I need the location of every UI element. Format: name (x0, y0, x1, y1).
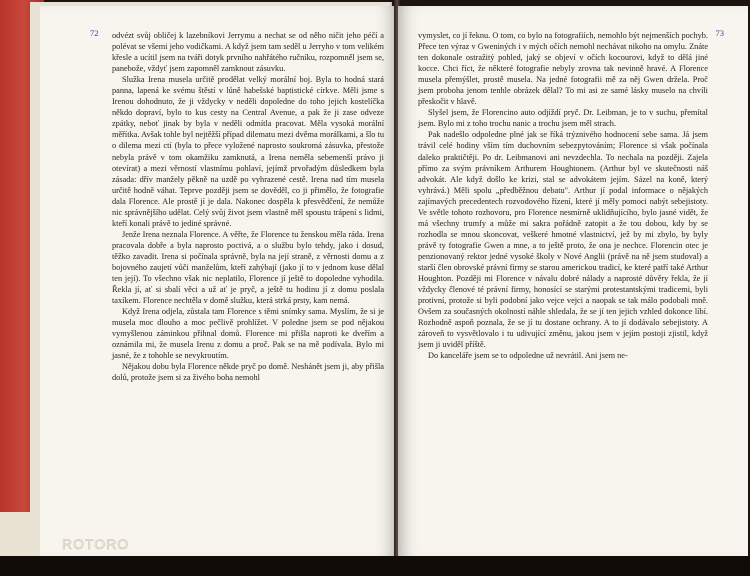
cover-lettering: ROTORO (62, 536, 130, 552)
paragraph: Služka Irena musela určitě prodělat velký morální boj. Byla to hodná stará panna, lapená ke svému štěstí v lůně habešské baptistické církve. Měli jsme s Irenou dohodnuto, že ji vždycky v neděli dopoledne do toho jejich kostelíčka někdo dopraví, bylo to kus cesty na Central Avenue, a pak že ji zase odveze zpátky, neboť jinak by byla v neděli odmítla pracovat. Měla vysoká morální měřítka. Avšak tohle byl nejtěžší případ dilematu mezi dvěma morálkami, a šlo tu o dilema mezi ctí (byla to přece vyložené naprosto soukromá zásuvka, přestože nebyla právě v tom okamžiku zamknutá, a Irena neměla sebemenší právo ji otevírat) a mezi věrností vlastnímu pohlaví, jejímž prvořadým důsledkem byla zásada: dřív manžely pěkně na uzdě po vyhrazené cestě. Irena nad tím musela určitě hodně váhat. Teprve později jsem se dověděl, co ji přimělo, že fotografie dala Florence. Ale prostě jí je dala. Nakonec dospěla k přesvědčení, že nemůže nic správnějšího udělat. Celý svůj život jsem vlastně měl spoustu trápení s lidmi, kteří konali právě to jediné správné. (112, 75, 384, 228)
right-page-number: 73 (715, 28, 724, 38)
table-surface (0, 556, 750, 576)
paragraph: Jenže Irena neznala Florence. A věřte, že Florence tu ženskou měla ráda. Irena pracovala dobře a byla naprosto poctivá, a o službu bylo tehdy, jako i dosud, těžko zavadit. Irena si počínala správně, byla na její straně, z věrnosti domu a z bojovného zaujetí vůči manželům, kteří zahýbají (jako jí to v jednom kuse dělal ten její). To všechno však nic neplatilo, Florence jí ještě to dopoledne vyhodila. Řekla jí, ať si sbalí věci a už ať je pryč, a ještě tu hodinu jí z domu poslala taxíkem. Florence nechtěla v domě služku, která strká prsty, kam nemá. (112, 229, 384, 306)
left-page (40, 6, 396, 558)
right-page-text (418, 30, 708, 361)
paragraph: Do kanceláře jsem se to odpoledne už nevrátil. Ani jsem ne- (428, 351, 628, 361)
paragraph: Nějakou dobu byla Florence někde pryč po domě. Neshánět jsem ji, aby přišla dolů, protože jsem si za živého boha nemohl (112, 362, 384, 383)
left-page-text (112, 30, 384, 384)
left-page-number: 72 (90, 28, 99, 38)
paragraph: Slyšel jsem, že Florencino auto odjíždí pryč. Dr. Leibman, je to v suchu, přemítal jsem. Bylo mi z toho trochu nanic a trochu jsem měl strach. (418, 108, 708, 129)
paragraph: Pak nadešlo odpoledne plné jak se říká trýznivého hodnocení sebe sama. Já jsem trávil celé hodiny vším tím duchovním sebezpytováním; Florence si však počínala daleko praktičtěji. Po dr. Leibmanovi ani nevzdechla. To nechala na později. Zajela přímo za svým právníkem Arthurem Houghtonem. (Arthur byl ve skutečnosti náš advokát. Ale když došlo ke krizi, stal se advokátem jejím. Sázel na koně, který vyhrává.) Měli spolu „předběžnou debatu". Arthur jí podal informace o nějakých zajímavých precedentech rozvodového řízení, které jí měly pomoci nabýt sebejistoty. Ve světle tohoto rozhovoru, pro Florence nesmírně uklidňujícího, bylo jasné vidět, že má všechny trumfy a může mi sakra pořádně zatopit a že tou dobou, kdy by se rozhodla se mnou skoncovat, veškeré hmotné vlastnictví, jež by mi zbylo, by byly právě ty fotografie Gwen a mne, a to ještě proto, že ona je nechce. Florencin otec je penzionovaný rektor jedné vysoké školy v Nové Anglii (právě na ně jsem studoval) a starší člen obrovské právní firmy se starou americkou tradicí, ke které patří také Arthur Houghton. Později mi Florence v návalu dobré nálady a naprosté důvěry řekla, že jí vždycky členové té právní firmy, honosící se starými protestantskými tradicemi, byli protivní, protože si byli podobní jako vejce vejci a naopak se tak málo podobali mně. Ovšem za současných okolností náhle shledala, že se jí ten jejich vzhled dokonce líbí. Rozhodně aspoň poznala, že se jí tu dostane ochrany. A to jí dodávalo sebejistoty. A zároveň to vysvětlovalo i tu udivující změnu, jakou jsem v jejím postoji zjistil, když jsem ji uviděl příště. (418, 130, 708, 350)
right-page (398, 6, 748, 558)
paragraph: odvézt svůj obličej k lazebníkovi Jerrymu a nechat se od něho ničit jeho péčí a polévat se všemi jeho vodičkami. A když jsem tam seděl u Jerryho v tom velikém křesle a ucítil jsem na tváři dotyk prvního nahřátého ručníku, rozpomněl jsem se, panebože, vždyť jsem zapomněl zamknout zásuvku. (112, 31, 384, 74)
paragraph: vymyslet, co jí řeknu. O tom, co bylo na fotografiích, nemohlo být nejmenších pochyb. Přece ten výraz v Gweniných i v mých očích nemohl nechávat nikoho na omylu. Znáte ten dokonale ostražitý pohled, jaký se objeví v očích kocourovi, když to dělá jiné kocce. Chci říct, že některé fotografie nebyly zrovna tak nevinně hravé. A Florence musela přemýšlet, prostě musela. Na jedné fotografii mě za něj Gwen držela. Proč jsem proboha jenom tenhle obrázek dělal? To mi asi ze samé lásky muselo na chvíli přeskočit v hlavě. (418, 31, 708, 107)
paragraph: Když Irena odjela, zůstala tam Florence s těmi snímky sama. Myslím, že si je musela moc dlouho a moc pečlivě prohlížet. V poledne jsem se pod nějakou vymyšlenou záminkou přihnal domů. Florence mi přišla naproti ke dveřím a oznámila mi, že musela Irenu z domu a proč. Pak se na mě podívala. Bylo mi jasné, že z tohohle se nevykroutím. (112, 307, 384, 361)
